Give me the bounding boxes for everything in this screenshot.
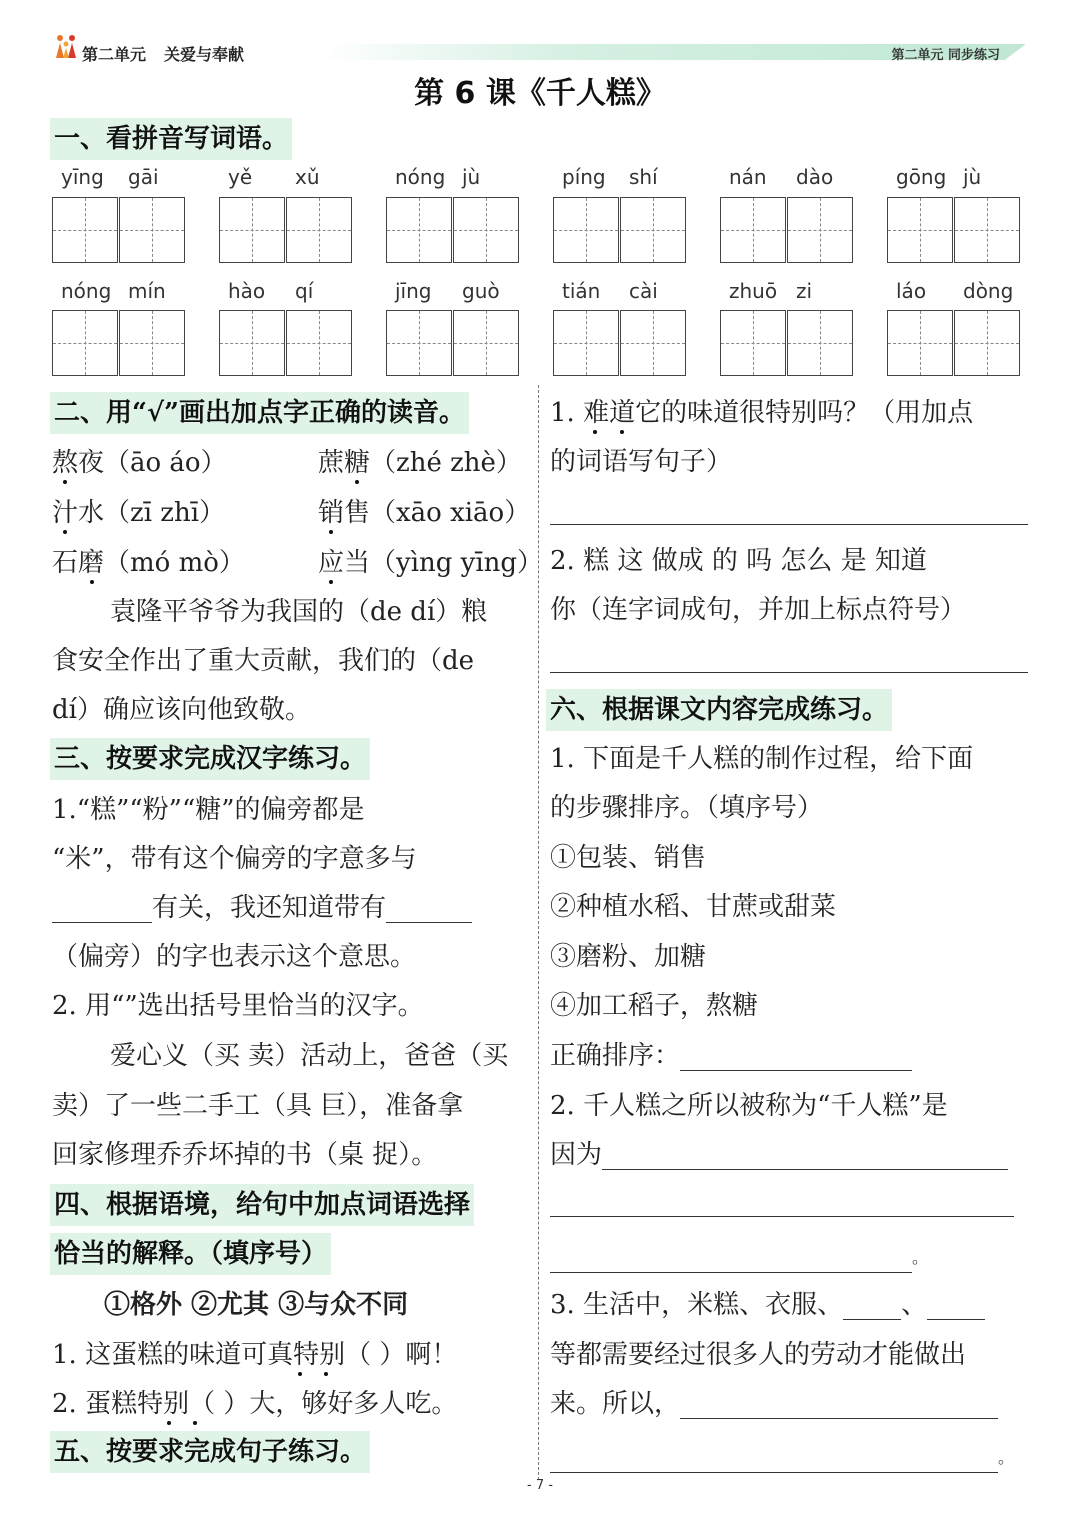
page-title: 第 6 课《千人糕》 — [414, 76, 666, 111]
unit-number: 第二单元 — [82, 45, 147, 64]
step-item: ③磨粉、加糖 — [550, 942, 707, 972]
writing-box[interactable] — [620, 310, 686, 376]
emphasis-dot — [63, 480, 67, 484]
answer-blank[interactable] — [52, 896, 152, 923]
pinyin-syllable: jù — [462, 165, 481, 189]
emphasis-dot — [324, 1372, 328, 1376]
question-line: 2. 用“”选出括号里恰当的汉字。 — [52, 991, 424, 1021]
pinyin-syllable: guò — [462, 279, 500, 303]
question-line: 1. 下面是千人糕的制作过程，给下面 — [550, 744, 974, 774]
page-number: - 7 - — [527, 1478, 553, 1493]
writing-box[interactable] — [219, 197, 285, 263]
paragraph-line: 袁隆平爷爷为我国的（de dí）粮 — [110, 597, 488, 627]
step-item: ④加工稻子，熬糖 — [550, 991, 759, 1021]
question-text: 因为 — [550, 1140, 603, 1170]
question-line: 卖）了一些二手工（具 巨），准备拿 — [52, 1091, 464, 1121]
question-line: 2. 蛋糕特别（ ）大，够好多人吃。 — [52, 1389, 458, 1419]
writing-box[interactable] — [553, 310, 619, 376]
question-line: 1. 这蛋糕的味道可真特别（ ）啊！ — [52, 1340, 458, 1370]
writing-box[interactable] — [720, 197, 786, 263]
section-2-heading: 二、用“√”画出加点字正确的读音。 — [50, 392, 469, 434]
reading-item: 蔗糖（zhé zhè） — [318, 448, 522, 478]
emphasis-dot — [90, 580, 94, 584]
answer-blank[interactable] — [602, 1143, 1008, 1170]
reading-item: 应当（yìng yīng） — [318, 548, 544, 578]
question-text: 有关，我还知道带有 — [152, 893, 387, 923]
writing-box[interactable] — [787, 197, 853, 263]
pinyin-syllable: gōng — [896, 165, 947, 189]
writing-box[interactable] — [286, 310, 352, 376]
answer-line[interactable] — [550, 524, 1028, 525]
answer-blank[interactable] — [680, 1044, 912, 1071]
pinyin-syllable: jīng — [395, 279, 432, 303]
pinyin-syllable: yīng — [61, 165, 104, 189]
pinyin-syllable: shí — [629, 165, 658, 189]
question-text: 3. 生活中，米糕、衣服、 — [550, 1290, 844, 1320]
pinyin-syllable: jù — [963, 165, 982, 189]
question-line: 爱心义（买 卖）活动上，爸爸（买 — [110, 1041, 509, 1071]
question-line: 2. 糕 这 做成 的 吗 怎么 是 知道 — [550, 546, 927, 576]
pinyin-syllable: nóng — [395, 165, 446, 189]
pinyin-syllable: láo — [896, 279, 927, 303]
answer-blank[interactable] — [927, 1293, 985, 1320]
emphasis-dot — [63, 530, 67, 534]
answer-line-with-period — [550, 1240, 928, 1273]
emphasis-dot — [620, 430, 624, 434]
question-line: 回家修理乔乔坏掉的书（桌 捉）。 — [52, 1140, 438, 1170]
emphasis-dot — [593, 430, 597, 434]
pinyin-syllable: cài — [629, 279, 658, 303]
pinyin-syllable: zi — [796, 279, 813, 303]
step-item: ②种植水稻、甘蔗或甜菜 — [550, 892, 837, 922]
page-header — [0, 30, 1080, 70]
family-logo-icon — [52, 32, 80, 60]
pinyin-syllable: zhuō — [729, 279, 778, 303]
question-line — [550, 1389, 998, 1419]
question-line: 等都需要经过很多人的劳动才能做出 — [550, 1340, 967, 1370]
question-line: 的词语写句子） — [550, 447, 733, 477]
pinyin-syllable: dòng — [963, 279, 1014, 303]
pinyin-syllable: qí — [295, 279, 314, 303]
answer-line-with-period — [550, 1440, 1014, 1473]
writing-box[interactable] — [720, 310, 786, 376]
question-line: “米”，带有这个偏旁的字意多与 — [52, 844, 417, 874]
writing-box[interactable] — [219, 310, 285, 376]
section-5-heading: 五、按要求完成句子练习。 — [50, 1431, 370, 1473]
section-1-heading: 一、看拼音写词语。 — [50, 118, 292, 160]
writing-box[interactable] — [52, 310, 118, 376]
writing-box[interactable] — [286, 197, 352, 263]
period-mark: 。 — [912, 1248, 929, 1267]
answer-blank[interactable] — [680, 1392, 998, 1419]
pinyin-syllable: yě — [228, 165, 253, 189]
answer-line[interactable] — [550, 1216, 1014, 1217]
pinyin-syllable: xǔ — [295, 165, 320, 189]
emphasis-dot — [355, 480, 359, 484]
writing-box[interactable] — [453, 310, 519, 376]
question-line: 的步骤排序。（填序号） — [550, 793, 824, 823]
emphasis-dot — [329, 580, 333, 584]
header-right-label: 第二单元 同步练习 — [891, 48, 1000, 63]
writing-box[interactable] — [386, 310, 452, 376]
question-text: 来。所以， — [550, 1389, 681, 1419]
question-line — [52, 893, 472, 923]
writing-box[interactable] — [553, 197, 619, 263]
reading-item: 熬夜（āo áo） — [52, 448, 227, 478]
emphasis-dot — [329, 530, 333, 534]
answer-blank[interactable] — [386, 896, 472, 923]
reading-item: 销售（xāo xiāo） — [318, 498, 531, 528]
pinyin-syllable: tián — [562, 279, 601, 303]
question-line: 2. 千人糕之所以被称为“千人糕”是 — [550, 1091, 948, 1121]
answer-blank[interactable] — [843, 1293, 901, 1320]
separator: 、 — [901, 1290, 928, 1320]
writing-box[interactable] — [887, 197, 953, 263]
answer-blank[interactable] — [550, 1246, 912, 1273]
emphasis-dot — [167, 1421, 171, 1425]
writing-box[interactable] — [887, 310, 953, 376]
writing-box[interactable] — [119, 197, 185, 263]
unit-theme: 关爱与奉献 — [164, 45, 245, 64]
writing-box[interactable] — [119, 310, 185, 376]
pinyin-syllable: mín — [128, 279, 166, 303]
options-line: ①格外 ②尤其 ③与众不同 — [104, 1290, 409, 1320]
pinyin-syllable: nóng — [61, 279, 112, 303]
paragraph-line: 食安全作出了重大贡献，我们的（de — [52, 646, 475, 676]
unit-label — [82, 42, 262, 65]
reading-item: 石磨（mó mò） — [52, 548, 245, 578]
question-line: 你（连字词成句，并加上标点符号） — [550, 595, 967, 625]
writing-box[interactable] — [787, 310, 853, 376]
order-answer — [550, 1041, 912, 1071]
emphasis-dot — [298, 1372, 302, 1376]
writing-box[interactable] — [620, 197, 686, 263]
period-mark: 。 — [998, 1448, 1015, 1467]
section-4-heading: 四、根据语境，给句中加点词语选择 — [50, 1184, 474, 1226]
answer-blank[interactable] — [550, 1446, 998, 1473]
writing-box[interactable] — [386, 197, 452, 263]
writing-box[interactable] — [453, 197, 519, 263]
section-4-heading-cont: 恰当的解释。（填序号） — [50, 1233, 331, 1275]
question-line — [550, 1290, 985, 1320]
question-line: 1.“糕”“粉”“糖”的偏旁都是 — [52, 795, 365, 825]
order-label: 正确排序： — [550, 1041, 681, 1071]
pinyin-syllable: nán — [729, 165, 767, 189]
pinyin-syllable: hào — [228, 279, 266, 303]
pinyin-syllable: gāi — [128, 165, 159, 189]
question-line: （偏旁）的字也表示这个意思。 — [52, 942, 417, 972]
answer-line[interactable] — [550, 672, 1028, 673]
writing-box[interactable] — [954, 310, 1020, 376]
question-line: 1. 难道它的味道很特别吗？（用加点 — [550, 398, 974, 428]
step-item: ①包装、销售 — [550, 843, 707, 873]
reading-item: 汁水（zī zhī） — [52, 498, 226, 528]
question-line — [550, 1140, 1008, 1170]
section-3-heading: 三、按要求完成汉字练习。 — [50, 738, 370, 780]
writing-box[interactable] — [52, 197, 118, 263]
section-6-heading: 六、根据课文内容完成练习。 — [546, 689, 892, 731]
writing-box[interactable] — [954, 197, 1020, 263]
pinyin-syllable: píng — [562, 165, 606, 189]
emphasis-dot — [193, 1421, 197, 1425]
paragraph-line: dí）确应该向他致敬。 — [52, 695, 311, 725]
pinyin-syllable: dào — [796, 165, 834, 189]
